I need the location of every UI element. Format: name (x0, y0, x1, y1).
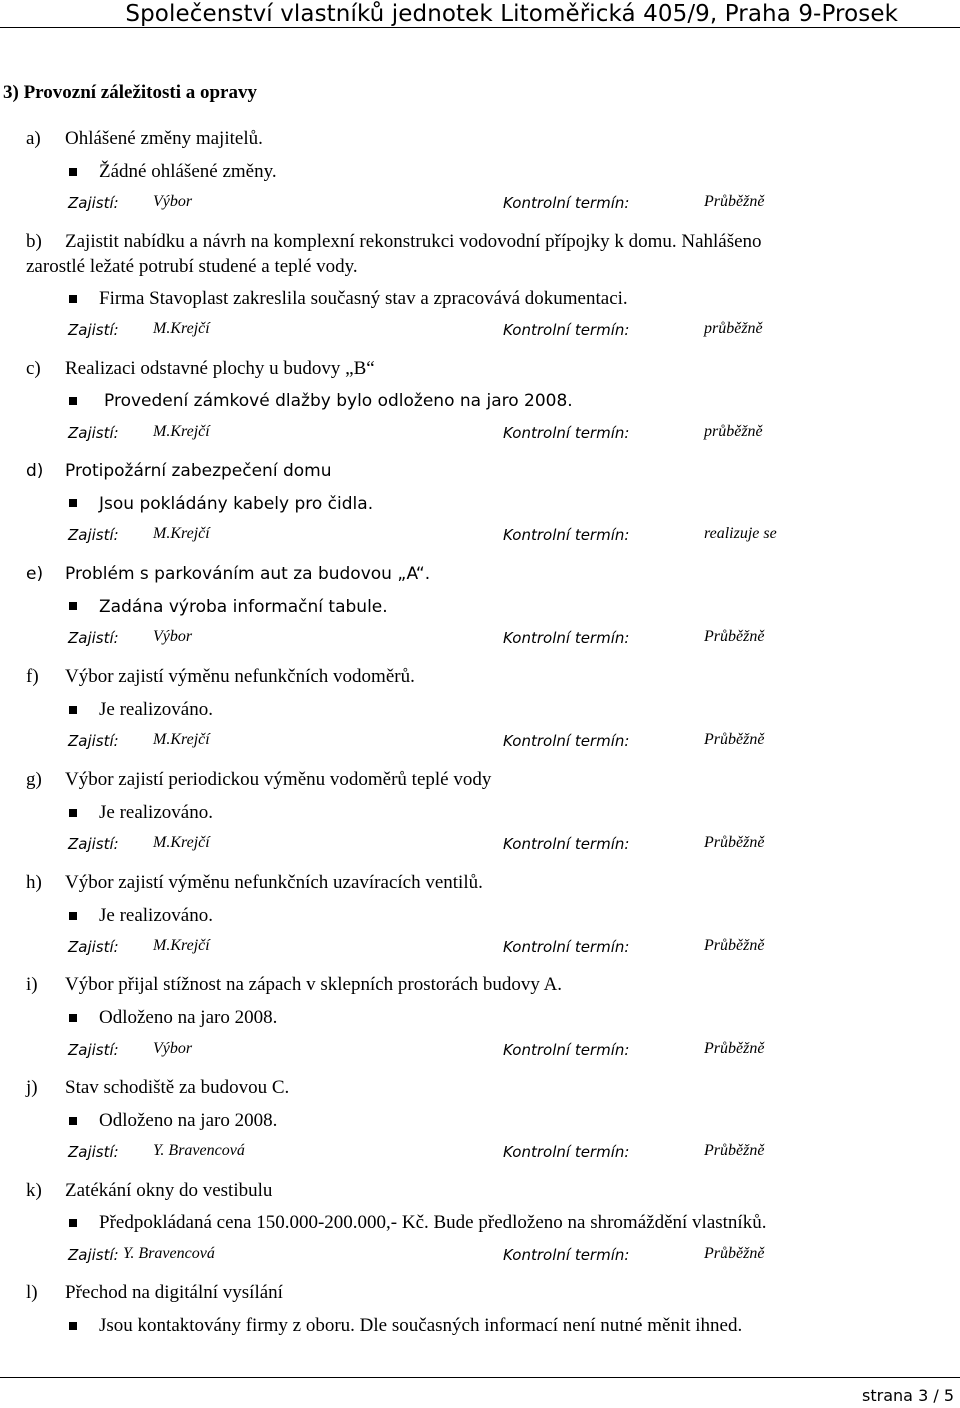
item-text: Stav schodiště za budovou C. (65, 1077, 290, 1098)
assigned-person: Y. Bravencová (123, 1245, 215, 1262)
assigned-person: M.Krejčí (153, 834, 210, 851)
item-letter: g) (26, 769, 42, 790)
assigned-label: Zajistí: (68, 194, 119, 212)
item-text: Zatékání okny do vestibulu (65, 1180, 273, 1201)
deadline-label: Kontrolní termín: (503, 835, 630, 853)
item-text: Výbor zajistí výměnu nefunkčních uzavíracích ventilů. (65, 872, 483, 893)
assigned-person: Výbor (153, 1040, 193, 1057)
bullet-icon (69, 602, 77, 610)
assigned-person: M.Krejčí (153, 525, 210, 542)
assigned-label: Zajistí: (68, 1246, 119, 1264)
assigned-label: Zajistí: (68, 526, 119, 544)
deadline-value: Průběžně (704, 628, 765, 645)
bullet-icon (69, 1219, 77, 1227)
deadline-label: Kontrolní termín: (503, 526, 630, 544)
page-header (0, 0, 960, 28)
bullet-text: Zadána výroba informační tabule. (99, 597, 388, 617)
deadline-value: Průběžně (704, 1142, 765, 1159)
item-letter: i) (26, 974, 38, 995)
assigned-person: M.Krejčí (153, 423, 210, 440)
assigned-person: M.Krejčí (153, 731, 210, 748)
item-text: Zajistit nabídku a návrh na komplexní rekonstrukci vodovodní přípojky k domu. Nahlášeno (65, 231, 762, 252)
item-letter: f) (26, 666, 39, 687)
item-letter: a) (26, 128, 41, 149)
bullet-text: Je realizováno. (99, 802, 213, 823)
header-title: Společenství vlastníků jednotek Litoměřická 405/9, Praha 9-Prosek (125, 1, 898, 27)
assigned-label: Zajistí: (68, 732, 119, 750)
assigned-label: Zajistí: (68, 938, 119, 956)
deadline-value: Průběžně (704, 1245, 765, 1262)
assigned-label: Zajistí: (68, 1041, 119, 1059)
item-text: Problém s parkováním aut za budovou „A“. (65, 564, 431, 584)
deadline-label: Kontrolní termín: (503, 629, 630, 647)
deadline-value: Průběžně (704, 193, 765, 210)
bullet-text: Odloženo na jaro 2008. (99, 1110, 278, 1131)
item-text-continued: zarostlé ležaté potrubí studené a teplé vody. (26, 256, 358, 277)
item-text: Výbor přijal stížnost na zápach v sklepních prostorách budovy A. (65, 974, 563, 995)
bullet-text: Žádné ohlášené změny. (99, 161, 277, 182)
deadline-label: Kontrolní termín: (503, 1041, 630, 1059)
deadline-value: realizuje se (704, 525, 777, 542)
deadline-label: Kontrolní termín: (503, 424, 630, 442)
item-text: Realizaci odstavné plochy u budovy „B“ (65, 358, 375, 379)
item-text: Výbor zajistí periodickou výměnu vodoměrů teplé vody (65, 769, 492, 790)
item-letter: e) (26, 564, 44, 584)
assigned-label: Zajistí: (68, 835, 119, 853)
bullet-text: Je realizováno. (99, 699, 213, 720)
item-text: Ohlášené změny majitelů. (65, 128, 263, 149)
assigned-person: Výbor (153, 628, 193, 645)
bullet-icon (69, 706, 77, 714)
bullet-icon (69, 1014, 77, 1022)
item-letter: b) (26, 231, 42, 252)
deadline-value: průběžně (704, 320, 763, 337)
item-letter: l) (26, 1282, 38, 1303)
assigned-label: Zajistí: (68, 424, 119, 442)
bullet-icon (69, 1117, 77, 1125)
assigned-label: Zajistí: (68, 629, 119, 647)
bullet-text: Je realizováno. (99, 905, 213, 926)
deadline-value: Průběžně (704, 937, 765, 954)
item-letter: k) (26, 1180, 42, 1201)
bullet-icon (69, 499, 77, 507)
bullet-text: Firma Stavoplast zakreslila současný stav a zpracovává dokumentaci. (99, 288, 628, 309)
assigned-person: M.Krejčí (153, 320, 210, 337)
bullet-text: Předpokládaná cena 150.000-200.000,- Kč. Bude předloženo na shromáždění vlastníků. (99, 1212, 767, 1233)
deadline-label: Kontrolní termín: (503, 1143, 630, 1161)
bullet-text: Jsou pokládány kabely pro čidla. (99, 494, 374, 514)
bullet-icon (69, 912, 77, 920)
bullet-icon (69, 1322, 77, 1330)
item-text: Protipožární zabezpečení domu (65, 461, 332, 481)
assigned-person: Y. Bravencová (153, 1142, 245, 1159)
bullet-icon (69, 168, 77, 176)
bullet-icon (69, 809, 77, 817)
item-letter: d) (26, 461, 44, 481)
item-text: Přechod na digitální vysílání (65, 1282, 283, 1303)
assigned-label: Zajistí: (68, 321, 119, 339)
deadline-value: Průběžně (704, 834, 765, 851)
item-letter: j) (26, 1077, 38, 1098)
item-letter: h) (26, 872, 42, 893)
item-text: Výbor zajistí výměnu nefunkčních vodoměrů. (65, 666, 415, 687)
item-letter: c) (26, 358, 41, 379)
deadline-value: Průběžně (704, 1040, 765, 1057)
deadline-label: Kontrolní termín: (503, 938, 630, 956)
assigned-label: Zajistí: (68, 1143, 119, 1161)
bullet-icon (69, 295, 77, 303)
section-heading: 3) Provozní záležitosti a opravy (3, 82, 257, 103)
deadline-value: Průběžně (704, 731, 765, 748)
deadline-label: Kontrolní termín: (503, 321, 630, 339)
assigned-person: Výbor (153, 193, 193, 210)
bullet-text: Provedení zámkové dlažby bylo odloženo na jaro 2008. (104, 391, 573, 411)
deadline-label: Kontrolní termín: (503, 732, 630, 750)
page-number: strana 3 / 5 (862, 1386, 954, 1405)
assigned-person: M.Krejčí (153, 937, 210, 954)
deadline-label: Kontrolní termín: (503, 194, 630, 212)
deadline-value: průběžně (704, 423, 763, 440)
bullet-icon (69, 397, 77, 405)
footer-divider (0, 1377, 960, 1378)
bullet-text: Odloženo na jaro 2008. (99, 1007, 278, 1028)
bullet-text: Jsou kontaktovány firmy z oboru. Dle současných informací není nutné měnit ihned. (99, 1315, 743, 1336)
deadline-label: Kontrolní termín: (503, 1246, 630, 1264)
